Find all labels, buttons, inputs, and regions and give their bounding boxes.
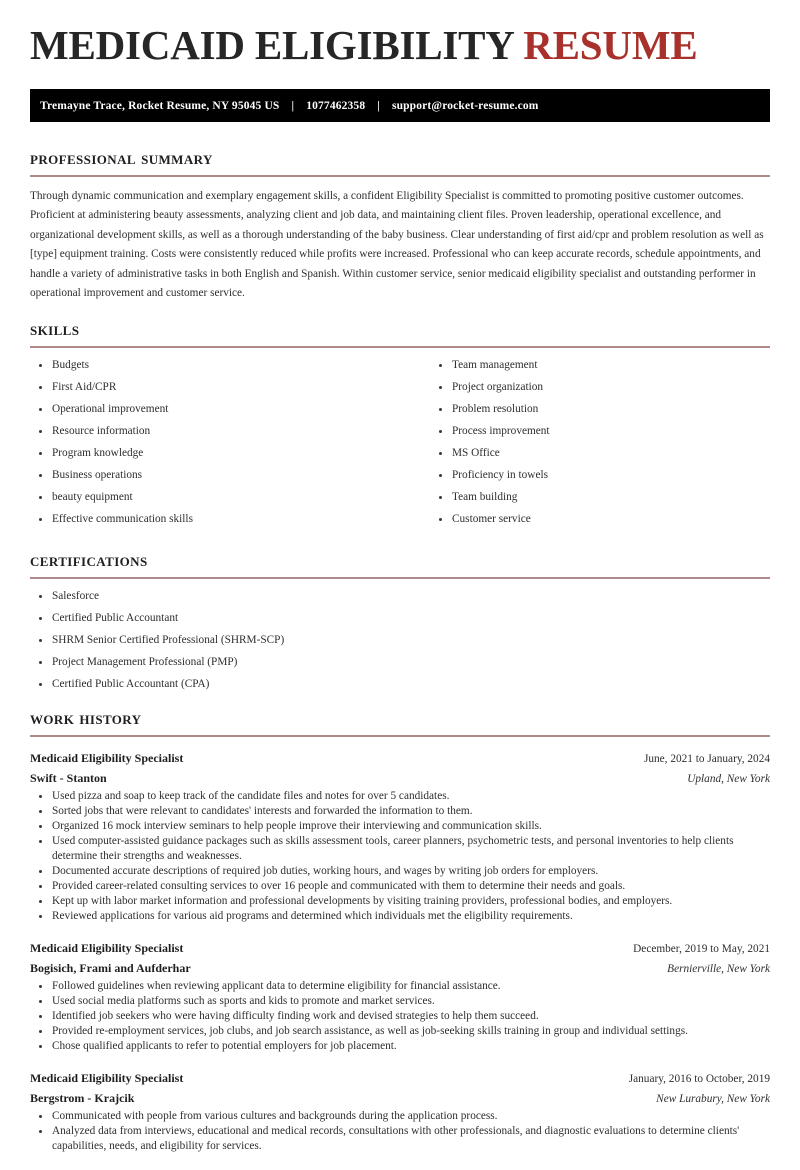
skills-list-right [430,358,770,527]
job-title: Medicaid Eligibility Specialist [30,750,184,765]
section-certifications [30,550,770,692]
contact-separator-2: | [377,99,380,112]
list-item: Used computer-assisted guidance packages such as skills assessment tools, career planners, psychometric tests, and personal inventories to help clients determine their strengths and weaknesses. [30,834,770,864]
job-location: New Lurabury, New York [656,1092,770,1105]
work-history-entry [30,749,770,924]
section-divider [30,175,770,177]
skills-column-left [30,358,400,534]
list-item: Communicated with people from various cultures and backgrounds during the application process. [30,1109,770,1124]
contact-email[interactable]: support@rocket-resume.com [391,99,539,112]
professional-summary-text: Through dynamic communication and exemplary engagement skills, a confident Eligibility Specialist is committed to promoting positive customer outcomes. Proficient at administering beauty assessments, analyzing client and job data, and maintaining client files. Proven leadership, operational excellence, and organizational development skills, as well as a thorough understanding of the baby business. Clear understanding of first aid/cpr and problem resolution as well as [type] equipment training. Costs were consistently reduced while profits were increased. Professional who can keep accurate records, schedule appointments, and handle a variety of administrative tasks in both English and Spanish. Within customer service, senior medicaid eligibility specialist and outstanding performer in operational improvement and customer service. [30,189,764,299]
job-dates: June, 2021 to January, 2024 [643,752,770,765]
contact-bar [30,89,770,122]
list-item: Certified Public Accountant (CPA) [30,677,770,692]
list-item: beauty equipment [30,490,400,505]
work-history-entry [30,1069,770,1154]
list-item: Kept up with labor market information and professional developments by visiting training providers, professional bodies, and employers. [30,894,770,909]
job-title-row [30,749,770,769]
list-item: Sorted jobs that were relevant to candidates' interests and forwarded the information to them. [30,804,770,819]
job-title-row [30,939,770,959]
page-title [30,24,770,67]
list-item: Process improvement [430,424,770,439]
list-item: Budgets [30,358,400,373]
list-item: Effective communication skills [30,512,400,527]
job-company: Swift - Stanton [30,770,107,785]
list-item: Provided re-employment services, job clubs, and job search assistance, as well as job-seeking skills training in group and individual settings. [30,1024,770,1039]
section-professional-summary [30,148,770,303]
list-item: Project Management Professional (PMP) [30,655,770,670]
job-title: Medicaid Eligibility Specialist [30,940,184,955]
section-heading-professional-summary: professional summary [30,148,213,170]
list-item: Used social media platforms such as sports and kids to promote and market services. [30,994,770,1009]
section-skills [30,319,770,534]
contact-separator-1: | [291,99,295,112]
job-bullets [30,1109,770,1154]
section-heading-skills: skills [30,319,80,341]
job-location: Bernierville, New York [667,962,770,975]
list-item: Provided career-related consulting services to over 16 people and communicated with them to determine their needs and goals. [30,879,770,894]
list-item: Reviewed applications for various aid programs and determined which individuals met the eligibility requirements. [30,909,770,924]
job-dates: January, 2016 to October, 2019 [628,1072,770,1085]
list-item: Operational improvement [30,402,400,417]
skills-column-right [400,358,770,534]
section-divider [30,735,770,737]
section-divider [30,577,770,579]
list-item: Analyzed data from interviews, educational and medical records, consultations with other professionals, and diagnostic evaluations to determine clients' capabilities, needs, and eligibility for services. [30,1124,770,1154]
job-company-row [30,769,770,789]
section-work-history [30,708,770,1154]
contact-phone: 1077462358 [306,99,366,112]
contact-address: Tremayne Trace, Rocket Resume, NY 95045 US [40,99,280,112]
job-bullets [30,979,770,1054]
job-company-row [30,959,770,979]
page-title-accent: RESUME [523,22,698,68]
list-item: Chose qualified applicants to refer to potential employers for job placement. [30,1039,770,1054]
skills-columns [30,358,770,534]
job-dates: December, 2019 to May, 2021 [633,942,770,955]
work-history-entry [30,939,770,1054]
list-item: Identified job seekers who were having difficulty finding work and devised strategies to help them succeed. [30,1009,770,1024]
list-item: Documented accurate descriptions of required job duties, working hours, and wages by writing job orders for employers. [30,864,770,879]
list-item: Certified Public Accountant [30,611,770,626]
skills-list-left [30,358,400,527]
list-item: MS Office [430,446,770,461]
list-item: Customer service [430,512,770,527]
job-title: Medicaid Eligibility Specialist [30,1070,184,1085]
list-item: Team building [430,490,770,505]
certifications-list [30,589,770,692]
job-company: Bogisich, Frami and Aufderhar [30,960,191,975]
list-item: Program knowledge [30,446,400,461]
list-item: First Aid/CPR [30,380,400,395]
list-item: Used pizza and soap to keep track of the candidate files and notes for over 5 candidates. [30,789,770,804]
list-item: Organized 16 mock interview seminars to help people improve their interviewing and communication skills. [30,819,770,834]
job-title-row [30,1069,770,1089]
list-item: Project organization [430,380,770,395]
list-item: Team management [430,358,770,373]
job-bullets [30,789,770,924]
list-item: Business operations [30,468,400,483]
page-title-main: MEDICAID ELIGIBILITY [30,22,514,68]
list-item: Problem resolution [430,402,770,417]
section-heading-work-history: work history [30,708,142,730]
job-location: Upland, New York [687,772,770,785]
job-company-row [30,1089,770,1109]
list-item: Salesforce [30,589,770,604]
list-item: SHRM Senior Certified Professional (SHRM-SCP) [30,633,770,648]
section-divider [30,346,770,348]
job-company: Bergstrom - Krajcik [30,1090,135,1105]
section-heading-certifications: certifications [30,550,148,572]
contact-line [40,100,539,112]
list-item: Resource information [30,424,400,439]
list-item: Followed guidelines when reviewing applicant data to determine eligibility for financial assistance. [30,979,770,994]
list-item: Proficiency in towels [430,468,770,483]
